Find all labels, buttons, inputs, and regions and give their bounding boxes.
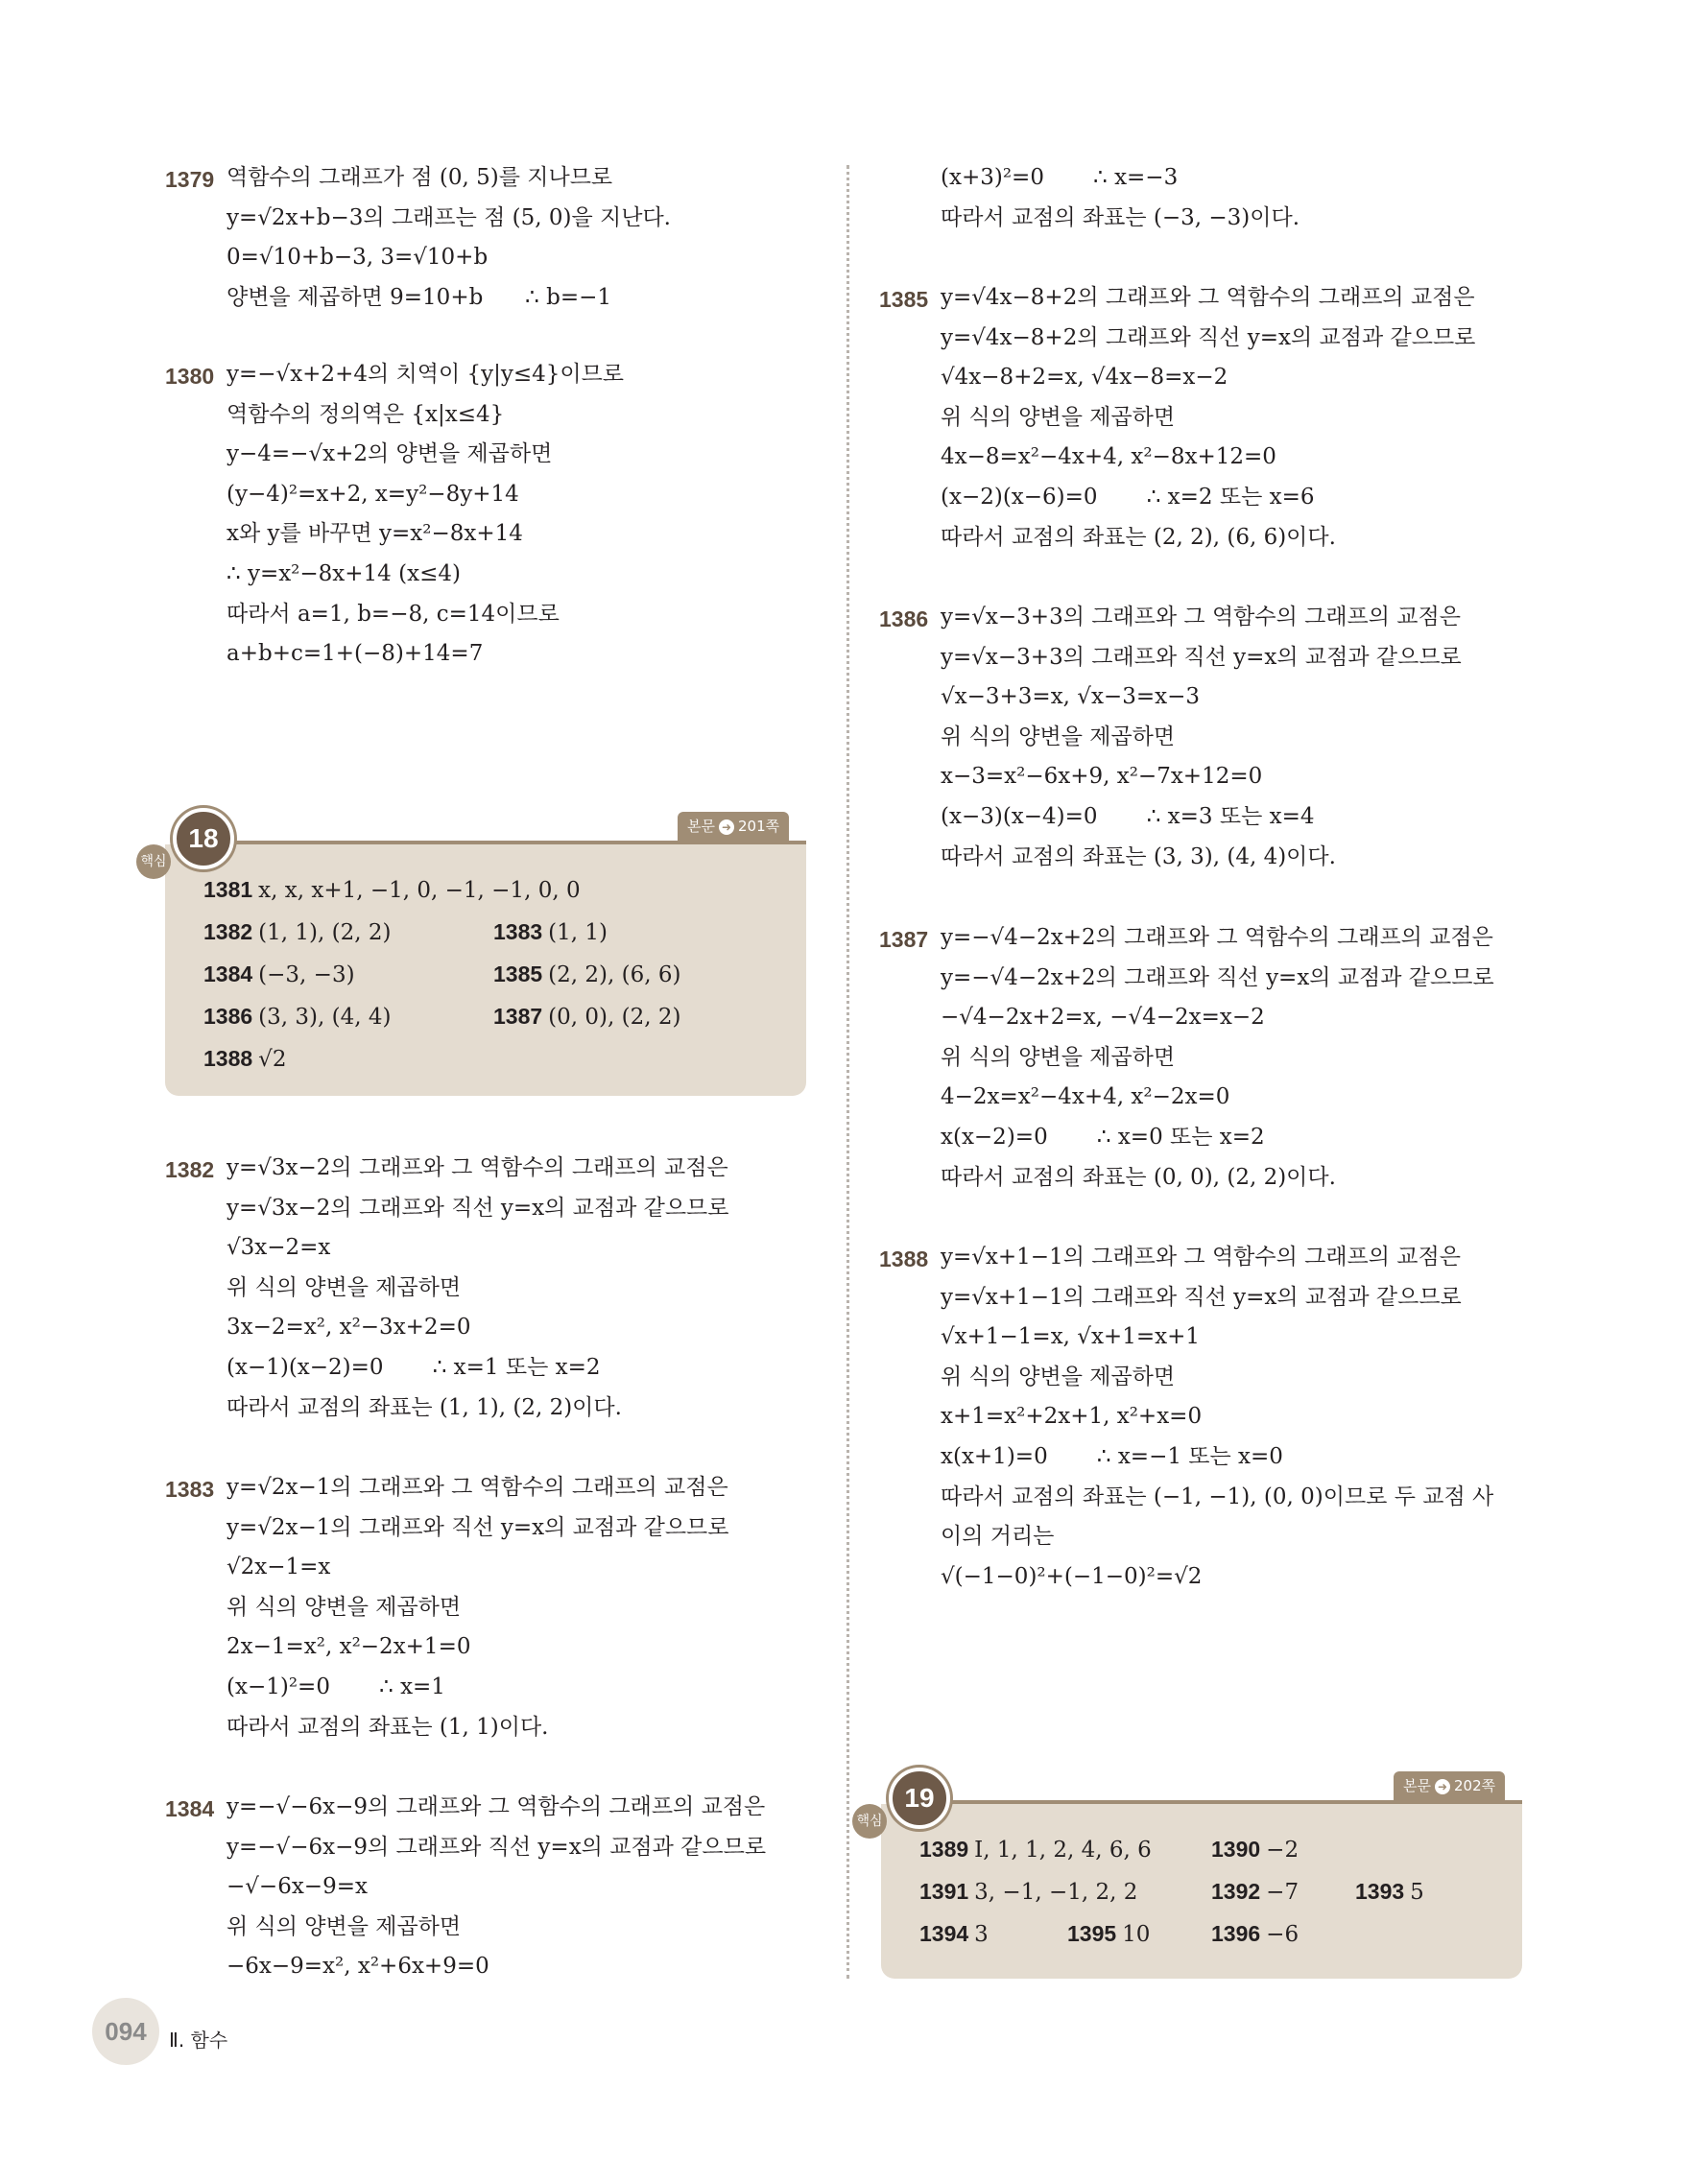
solution-line: x−3=x²−6x+9, x²−7x+12=0 [941,764,1263,790]
answer-1393: 1393 5 [1355,1879,1424,1905]
solution-line: 위 식의 양변을 제곱하면 [941,1044,1176,1070]
problem-number: 1382 [165,1157,215,1182]
problem-number: 1384 [165,1796,215,1821]
solution-line: 역함수의 그래프가 점 (0, 5)를 지나므로 [227,165,613,190]
problem-number: 1387 [879,927,929,952]
solution-line: (x−2)(x−6)=0 ∴ x=2 또는 x=6 [941,485,1315,510]
solution-line: 3x−2=x², x²−3x+2=0 [227,1315,471,1341]
solution-line: √2x−1=x [227,1555,331,1580]
answer-1384: 1384 (−3, −3) [203,961,355,987]
solution-line: 따라서 교점의 좌표는 (2, 2), (6, 6)이다. [941,524,1336,550]
solution-line: y=−√−6x−9의 그래프와 그 역함수의 그래프의 교점은 [227,1794,766,1819]
box-19-badge: 19 [889,1768,950,1829]
reference-prefix: 본문 [687,818,715,835]
solution-line: √3x−2=x [227,1235,331,1261]
solution-line: 따라서 a=1, b=−8, c=14이므로 [227,601,560,627]
solution-line: y=√x−3+3의 그래프와 직선 y=x의 교점과 같으므로 [941,644,1462,670]
answer-1390: 1390 −2 [1211,1837,1300,1863]
box-18-badge: 18 [173,808,234,869]
answer-1381: 1381 x, x, x+1, −1, 0, −1, −1, 0, 0 [203,877,581,903]
box-19-body [881,1804,1522,1979]
solution-line: y=−√4−2x+2의 그래프와 그 역함수의 그래프의 교점은 [941,925,1493,950]
answer-1389: 1389 I, 1, 1, 2, 4, 6, 6 [919,1837,1152,1863]
solution-line: y=√x+1−1의 그래프와 그 역함수의 그래프의 교점은 [941,1245,1461,1270]
solution-line: x(x+1)=0 ∴ x=−1 또는 x=0 [941,1444,1283,1469]
answer-1394: 1394 3 [919,1921,989,1947]
solution-line: (x−3)(x−4)=0 ∴ x=3 또는 x=4 [941,804,1315,829]
answer-1395: 1395 10 [1067,1921,1151,1947]
solution-line: √4x−8+2=x, √4x−8=x−2 [941,365,1228,391]
problem-number: 1386 [879,606,929,631]
solution-line: y=−√4−2x+2의 그래프와 직선 y=x의 교점과 같으므로 [941,964,1494,990]
answer-1385: 1385 (2, 2), (6, 6) [493,961,681,987]
solution-line: x(x−2)=0 ∴ x=0 또는 x=2 [941,1125,1265,1150]
problem-number: 1383 [165,1477,215,1502]
problem-number: 1385 [879,287,929,312]
problem-number: 1388 [879,1246,929,1271]
page-number: 094 [92,1998,159,2065]
answer-1392: 1392 −7 [1211,1879,1300,1905]
answer-1382: 1382 (1, 1), (2, 2) [203,919,392,945]
solution-line: −6x−9=x², x²+6x+9=0 [227,1954,489,1980]
box-19-label: 핵심 [852,1804,887,1839]
problem-number: 1379 [165,167,215,192]
solution-line: 2x−1=x², x²−2x+1=0 [227,1634,471,1660]
section-title: Ⅱ. 함수 [169,2029,228,2052]
solution-line: (x−1)(x−2)=0 ∴ x=1 또는 x=2 [227,1355,601,1380]
solution-line: 따라서 교점의 좌표는 (−3, −3)이다. [941,204,1300,230]
box-18-reference [678,812,789,841]
solution-line: x와 y를 바꾸면 y=x²−8x+14 [227,521,523,547]
solution-line: y=√2x−1의 그래프와 그 역함수의 그래프의 교점은 [227,1475,728,1500]
column-divider [846,165,849,1979]
solution-line: ∴ y=x²−8x+14 (x≤4) [227,561,461,586]
answer-1383: 1383 (1, 1) [493,919,608,945]
solution-line: x+1=x²+2x+1, x²+x=0 [941,1404,1203,1430]
arrow-right-icon: ➜ [719,819,734,835]
answer-1388: 1388 √2 [203,1046,287,1072]
solution-line: y−4=−√x+2의 양변을 제곱하면 [227,441,553,467]
solution-line: √x−3+3=x, √x−3=x−3 [941,684,1200,710]
solution-line: 이의 거리는 [941,1524,1055,1550]
solution-line: 따라서 교점의 좌표는 (−1, −1), (0, 0)이므로 두 교점 사 [941,1484,1494,1509]
solution-line: √(−1−0)²+(−1−0)²=√2 [941,1563,1203,1589]
solution-line: y=√x−3+3의 그래프와 그 역함수의 그래프의 교점은 [941,605,1461,629]
box-18-body [165,844,806,1096]
solution-line: 역함수의 정의역은 {x|x≤4} [227,401,505,427]
solution-line: −√4−2x+2=x, −√4−2x=x−2 [941,1005,1265,1031]
solution-line: 위 식의 양변을 제곱하면 [941,724,1176,749]
solution-line: 4−2x=x²−4x+4, x²−2x=0 [941,1084,1230,1110]
solution-line: 위 식의 양변을 제곱하면 [227,1913,462,1939]
solution-line: y=−√x+2+4의 치역이 {y|y≤4}이므로 [227,362,625,387]
solution-line: y=√x+1−1의 그래프와 직선 y=x의 교점과 같으므로 [941,1284,1462,1310]
solution-line: 양변을 제곱하면 9=10+b ∴ b=−1 [227,284,612,310]
solution-line: 위 식의 양변을 제곱하면 [227,1594,462,1620]
solution-line: y=√2x−1의 그래프와 직선 y=x의 교점과 같으므로 [227,1514,729,1540]
solution-line: 따라서 교점의 좌표는 (1, 1)이다. [227,1714,549,1740]
solution-line: 0=√10+b−3, 3=√10+b [227,245,489,271]
solution-line: (x+3)²=0 ∴ x=−3 [941,165,1179,190]
solution-line: 4x−8=x²−4x+4, x²−8x+12=0 [941,444,1276,470]
solution-line: y=√4x−8+2의 그래프와 직선 y=x의 교점과 같으므로 [941,324,1476,350]
solution-line: −√−6x−9=x [227,1874,368,1900]
answer-1391: 1391 3, −1, −1, 2, 2 [919,1879,1138,1905]
solution-line: 따라서 교점의 좌표는 (1, 1), (2, 2)이다. [227,1394,622,1420]
solution-line: 위 식의 양변을 제곱하면 [227,1274,462,1300]
box-19-reference [1394,1771,1505,1800]
solution-line: y=√3x−2의 그래프와 직선 y=x의 교점과 같으므로 [227,1195,729,1221]
solution-line: 따라서 교점의 좌표는 (0, 0), (2, 2)이다. [941,1164,1336,1190]
problem-number: 1380 [165,364,215,389]
solution-line: y=√3x−2의 그래프와 그 역함수의 그래프의 교점은 [227,1155,728,1180]
solution-line: (y−4)²=x+2, x=y²−8y+14 [227,481,519,507]
reference-page: 201쪽 [737,818,780,835]
solution-line: 위 식의 양변을 제곱하면 [941,1364,1176,1389]
answer-1387: 1387 (0, 0), (2, 2) [493,1004,681,1030]
reference-prefix: 본문 [1403,1777,1431,1794]
solution-line: y=−√−6x−9의 그래프와 직선 y=x의 교점과 같으므로 [227,1834,767,1860]
box-18-label: 핵심 [136,844,171,879]
reference-page: 202쪽 [1453,1777,1496,1794]
arrow-right-icon: ➜ [1435,1779,1450,1794]
solution-line: √x+1−1=x, √x+1=x+1 [941,1324,1200,1350]
solution-line: 따라서 교점의 좌표는 (3, 3), (4, 4)이다. [941,843,1336,869]
answer-1396: 1396 −6 [1211,1921,1300,1947]
solution-line: y=√2x+b−3의 그래프는 점 (5, 0)을 지난다. [227,204,671,230]
solution-line: (x−1)²=0 ∴ x=1 [227,1674,445,1699]
solution-line: a+b+c=1+(−8)+14=7 [227,641,484,667]
solution-line: y=√4x−8+2의 그래프와 그 역함수의 그래프의 교점은 [941,285,1475,310]
solution-line: 위 식의 양변을 제곱하면 [941,404,1176,430]
answer-1386: 1386 (3, 3), (4, 4) [203,1004,392,1030]
